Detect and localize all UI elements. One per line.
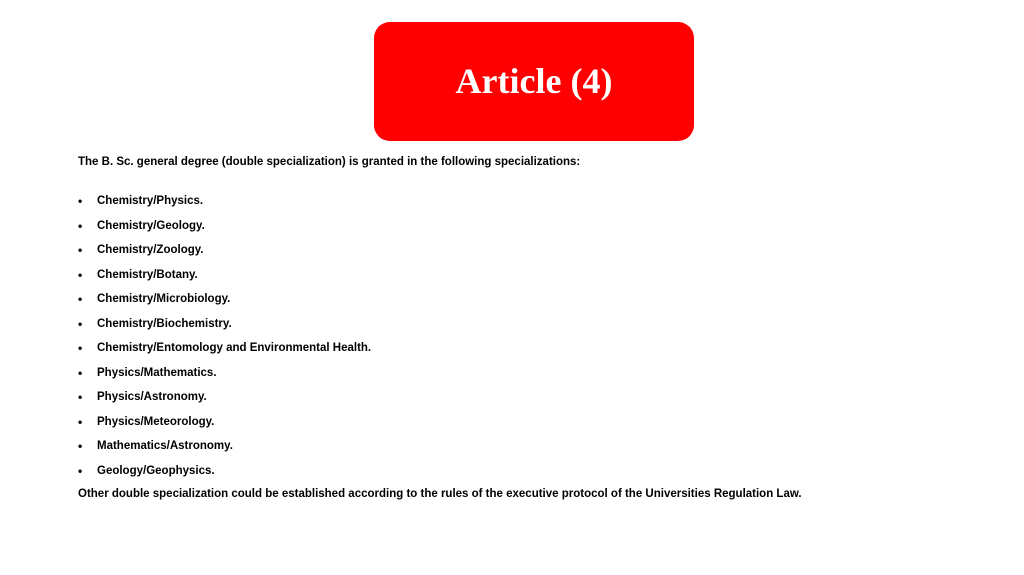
specialization-label: Mathematics/Astronomy. bbox=[97, 440, 233, 452]
specialization-label: Physics/Mathematics. bbox=[97, 366, 217, 379]
bullet-icon: • bbox=[78, 341, 83, 355]
bullet-icon: • bbox=[78, 194, 83, 208]
list-item bbox=[78, 464, 371, 489]
specialization-label: Physics/Astronomy. bbox=[97, 391, 207, 403]
specialization-label: Chemistry/Botany. bbox=[97, 268, 198, 281]
list-item bbox=[78, 243, 371, 268]
list-item bbox=[78, 341, 371, 366]
intro-text: The B. Sc. general degree (double specialization) is granted in the following specializations: bbox=[78, 156, 581, 168]
specialization-label: Chemistry/Zoology. bbox=[97, 244, 204, 256]
list-item bbox=[78, 390, 371, 415]
specialization-label: Chemistry/Physics. bbox=[97, 195, 204, 207]
specialization-label: Chemistry/Geology. bbox=[97, 219, 205, 232]
list-item bbox=[78, 194, 371, 219]
list-item bbox=[78, 268, 371, 293]
specialization-label: Chemistry/Microbiology. bbox=[97, 293, 231, 305]
bullet-icon: • bbox=[78, 365, 83, 380]
bullet-icon: • bbox=[78, 218, 83, 233]
bullet-icon: • bbox=[78, 463, 83, 478]
bullet-icon: • bbox=[78, 316, 83, 331]
list-item bbox=[78, 439, 371, 464]
bullet-icon: • bbox=[78, 390, 83, 404]
bullet-icon: • bbox=[78, 267, 83, 282]
specialization-label: Geology/Geophysics. bbox=[97, 464, 215, 477]
bullet-icon: • bbox=[78, 243, 83, 257]
footer-note: Other double specialization could be established according to the rules of the executive protocol of the Universities Regulation Law. bbox=[78, 488, 802, 500]
list-item bbox=[78, 415, 371, 440]
specialization-label: Physics/Meteorology. bbox=[97, 415, 215, 428]
bullet-icon: • bbox=[78, 292, 83, 306]
specialization-list bbox=[78, 194, 371, 488]
specialization-label: Chemistry/Entomology and Environmental Health. bbox=[97, 342, 372, 354]
list-item bbox=[78, 219, 371, 244]
bullet-icon: • bbox=[78, 414, 83, 429]
list-item bbox=[78, 292, 371, 317]
bullet-icon: • bbox=[78, 439, 83, 453]
list-item bbox=[78, 317, 371, 342]
title-box bbox=[374, 22, 694, 141]
specialization-label: Chemistry/Biochemistry. bbox=[97, 317, 232, 330]
list-item bbox=[78, 366, 371, 391]
slide-title: Article (4) bbox=[455, 60, 613, 101]
